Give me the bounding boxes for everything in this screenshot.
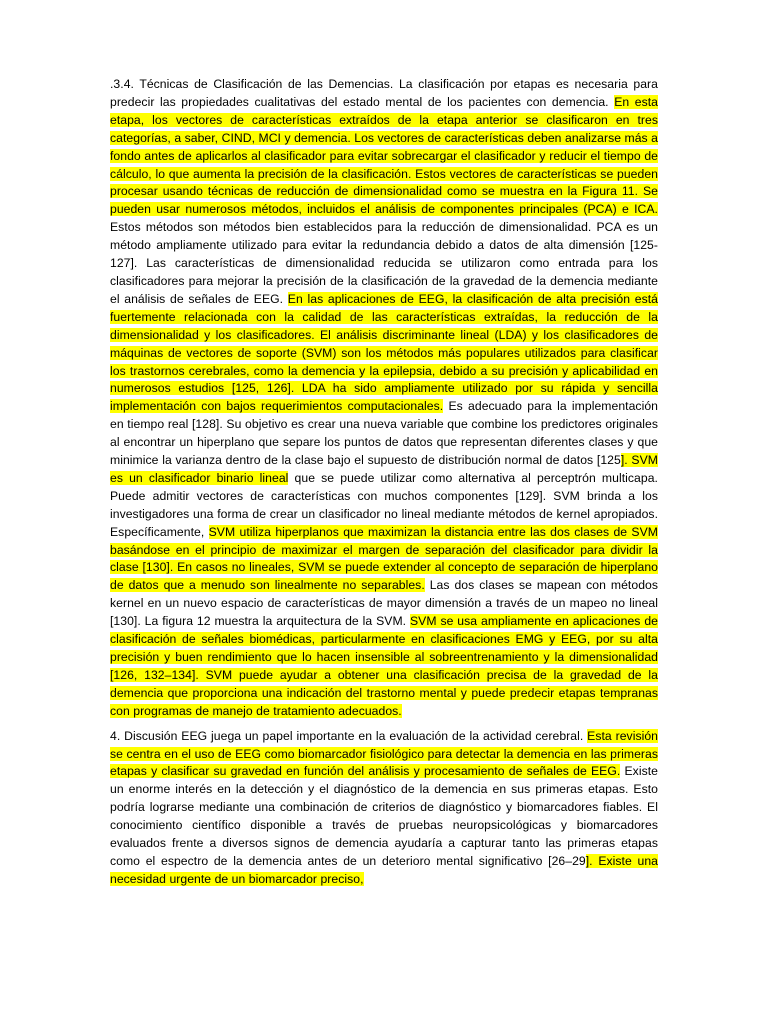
document-page — [110, 76, 658, 889]
body-text: 4. Discusión EEG juega un papel importante en la evaluación de la actividad cerebral. — [110, 728, 588, 743]
highlighted-text: ]. SVM es un clasificador binario lineal — [110, 453, 658, 485]
highlighted-text: ]. Existe una necesidad urgente de un biomarcador preciso, — [110, 853, 659, 886]
body-text: Es adecuado para la implementación en tiempo real [128]. Su objetivo es crear una nueva variable que combine los predictores originales al encontrar un hiperplano que separe los puntos de datos que representan diferentes clases y que minimice la varianza dentro de la clase bajo el supuesto de distribución normal de datos [125 — [110, 399, 658, 468]
body-text: Las dos clases se mapean con métodos kernel en un nuevo espacio de características de mayor dimensión a través de un mapeo no lineal [130]. La figura 12 muestra la arquitectura de la SVM. — [110, 578, 658, 629]
highlighted-text: SVM se usa ampliamente en aplicaciones de clasificación de señales biomédicas, particularmente en clasificaciones EMG y EEG, por su alta precisión y buen rendimiento que lo hacen insensible al sobreentrenamiento y la dimensionalidad [126, 132–134]. SVM puede ayudar a obtener una clasificación precisa de la gravedad de la demencia que proporciona una indicación del trastorno mental y puede predecir etapas tempranas con programas de manejo de tratamiento adecuados. — [110, 614, 658, 718]
paragraph-1 — [110, 76, 658, 721]
body-text: Existe un enorme interés en la detección y el diagnóstico de la demencia en sus primeras etapas. Esto podría lograrse mediante una combinación de criterios de diagnóstico y biomarcadores fiables. El conocimiento científico disponible a través de pruebas neuropsicológicas y biomarcadores evaluados frente a diversos signos de demencia ayudaría a capturar tanto las primeras etapas como el espectro de la demencia antes de un deterioro mental significativo [26–29 — [110, 764, 658, 868]
highlighted-text: En las aplicaciones de EEG, la clasificación de alta precisión está fuertemente relacionada con la calidad de las características extraídas, la reducción de la dimensionalidad y los clasificadores. El análisis discriminante lineal (LDA) y los clasificadores de máquinas de vectores de soporte (SVM) son los métodos más populares utilizados para clasificar los trastornos cerebrales, como la demencia y la epilepsia, debido a su precisión y aplicabilidad en numerosos estudios [125, 126]. LDA ha sido ampliamente utilizado por su rápida y sencilla implementación con bajos requerimientos computacionales. — [110, 291, 658, 414]
paragraph-2 — [110, 728, 658, 889]
highlighted-text: En esta etapa, los vectores de características extraídos de la etapa anterior se clasificaron en tres categorías, a saber, CIND, MCI y demencia. Los vectores de características deben analizarse más a fondo antes de aplicarlos al clasificador para evitar sobrecargar el clasificador y reducir el tiempo de cálculo, lo que aumenta la precisión de la clasificación. Estos vectores de características se pueden procesar usando técnicas de reducción de dimensionalidad como se muestra en la Figura 11. Se pueden usar numerosos métodos, incluidos el análisis de componentes principales (PCA) e ICA. — [110, 94, 658, 217]
body-text: Estos métodos son métodos bien establecidos para la reducción de dimensionalidad. PCA es un método ampliamente utilizado para evitar la redundancia debido a datos de alta dimensión [125-127]. Las características de dimensionalidad reducida se utilizaron como entrada para los clasificadores para mejorar la precisión de la clasificación de la gravedad de la demencia mediante el análisis de señales de EEG. — [110, 220, 658, 306]
body-text: .3.4. Técnicas de Clasificación de las Demencias. La clasificación por etapas es necesaria para predecir las propiedades cualitativas del estado mental de los pacientes con demencia. — [110, 77, 658, 109]
highlighted-text: SVM utiliza hiperplanos que maximizan la distancia entre las dos clases de SVM basándose en el principio de maximizar el margen de separación del clasificador para dividir la clase [130]. En casos no lineales, SVM se puede extender al concepto de separación de hiperplano de datos que a menudo son linealmente no separables. — [110, 524, 658, 593]
body-text: que se puede utilizar como alternativa al perceptrón multicapa. Puede admitir vectores de características con muchos componentes [129]. SVM brinda a los investigadores una forma de crear un clasificador no lineal mediante métodos de kernel apropiados. Específicamente, — [110, 470, 658, 539]
highlighted-text: Esta revisión se centra en el uso de EEG como biomarcador fisiológico para detectar la demencia en las primeras etapas y clasificar su gravedad en función del análisis y procesamiento de señales de EEG. — [110, 728, 659, 779]
